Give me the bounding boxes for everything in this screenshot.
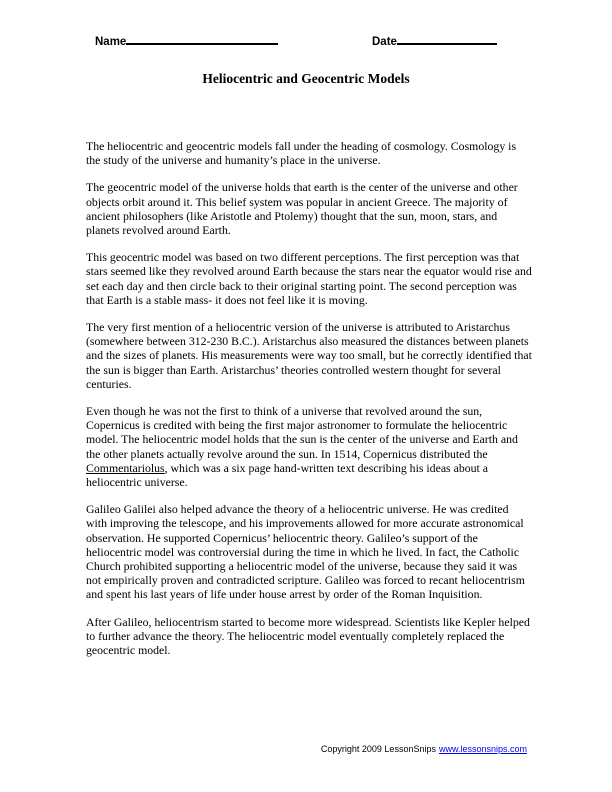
paragraph-geocentric-model: The geocentric model of the universe holds that earth is the center of the universe and other objects orbit around it. This belief system was popular in ancient Greece. The majority of ancient philosophers (like Aristotle and Ptolemy) thought that the sun, moon, stars, and planets revolved around Earth. [86, 180, 518, 238]
copernicus-text-after: , which was a six page hand-written text describing his ideas about a heliocentric universe. [86, 460, 488, 490]
commentariolus-underlined-term: Commentariolus [86, 460, 165, 475]
date-field [372, 33, 497, 48]
paragraph-cosmology-intro: The heliocentric and geocentric models fall under the heading of cosmology. Cosmology is the study of the universe and humanity’s place in the universe. [86, 139, 517, 168]
copyright-text: Copyright 2009 LessonSnips [320, 744, 436, 754]
date-label: Date [372, 36, 397, 48]
name-label: Name [95, 36, 127, 48]
name-fill-line [126, 33, 278, 45]
copernicus-text-before: Even though he was not the first to think of a universe that revolved around the sun, Copernicus is credited with being the first major astronomer to formulate the heliocentric model. The heliocentric model holds that the sun is the center of the universe and Earth and the other planets actually revolve around the sun. In 1514, Copernicus distributed the [86, 404, 518, 461]
page-title: Heliocentric and Geocentric Models [202, 71, 410, 86]
paragraph-two-perceptions: This geocentric model was based on two different perceptions. The first perception was that stars seemed like they revolved around Earth because the stars near the equator would rise and set each day and then circle back to their original starting point. The second perception was that Earth is a stable mass- it does not feel like it is moving. [86, 250, 532, 307]
header [95, 33, 527, 51]
paragraph-kepler: After Galileo, heliocentrism started to become more widespread. Scientists like Kepler helped to further advance the theory. The heliocentric model eventually completely replaced the geocentric model. [86, 614, 530, 658]
name-field [95, 33, 278, 48]
footer [321, 744, 527, 754]
paragraph-copernicus [86, 404, 532, 489]
article-body [86, 139, 532, 670]
lessonsnips-link[interactable]: www.lessonsnips.com [438, 744, 527, 754]
paragraph-galileo: Galileo Galilei also helped advance the theory of a heliocentric universe. He was credited with improving the telescope, and his improvements allowed for more accurate astronomical observation. He supported Copernicus’ heliocentric theory. Galileo’s support of the heliocentric model was controversial during the time in which he lived. In fact, the Catholic Church prohibited supporting a heliocentric model of the universe, because they said it was not empirically proven and contradicted scripture. Galileo was forced to recant heliocentrism and spent his last years of life under house arrest by order of the Roman Inquisition. [86, 502, 525, 602]
date-fill-line [397, 33, 497, 45]
paragraph-aristarchus: The very first mention of a heliocentric version of the universe is attributed to Aristarchus (somewhere between 312-230 B.C.). Aristarchus also measured the distances between planets and the sizes of planets. His measurements were way too small, but he correctly identified that the sun is bigger than Earth. Aristarchus’ theories controlled western thought for several centuries. [86, 320, 532, 391]
